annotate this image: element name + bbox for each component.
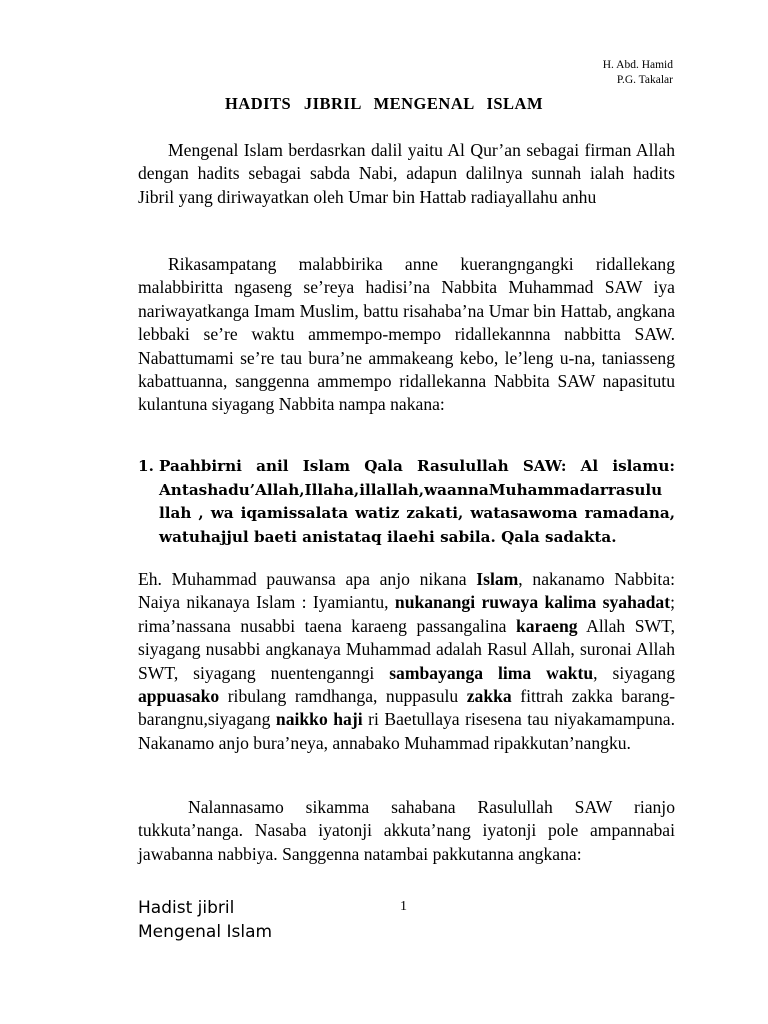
text-segment: Eh. Muhammad pauwansa apa anjo nikana (138, 569, 477, 589)
list-item (138, 455, 675, 549)
list-item-number: 1. (138, 457, 154, 475)
footer-label-line2: Mengenal Islam (138, 922, 273, 942)
bold-term: appuasako (138, 686, 220, 707)
numbered-list (138, 455, 675, 549)
document-title: HADITS JIBRIL MENGENAL ISLAM (224, 94, 544, 113)
text-segment: Allah SWT, siyagang nusabbi angkanaya Muhammad adalah Rasul Allah, suronai Allah SWT, siyagang nuentenganngi (138, 615, 675, 683)
paragraph-intro-text: Mengenal Islam berdasrkan dalil yaitu Al Qur’an sebagai firman Allah dengan hadits sebagai sabda Nabi, adapun dalilnya sunnah ialah hadits Jibril yang diriwayatkan oleh Umar bin Hattab radiayallahu anhu (138, 140, 675, 207)
author-name: H. Abd. Hamid (602, 59, 673, 71)
paragraph-intro (138, 139, 675, 209)
text-segment: fittrah zakka barang-barangnu,siyagang (138, 686, 675, 730)
paragraph-followup (138, 796, 675, 866)
list-item-text: Paahbirni anil Islam Qala Rasulullah SAW: Al islamu: Antashadu’Allah,Illaha,illallah,waannaMuhammadarrasulu llah , wa iqamissalata watiz zakati, watasawoma ramadana, watuhajjul baeti anistataq ilaehi sabila. Qala sadakta. (159, 457, 675, 546)
footer-label-line1: Hadist jibril (138, 898, 235, 918)
paragraph-narrative-text: Rikasampatang malabbirika anne kuerangngangki ridallekang malabbiritta ngaseng se’reya hadisi’na Nabbita Muhammad SAW iya nariwayatkanga Imam Muslim, battu risahaba’na Umar bin Hattab, angkana lebbaki se’re waktu ammempo-mempo ridallekannna nabbitta SAW. Nabattumami se’re tau bura’ne ammakeang kebo, le’leng u-na, taniasseng kabattuanna, sanggenna ammempo ridallekanna Nabbita SAW napasitutu kulantuna siyagang Nabbita nampa nakana: (138, 254, 675, 415)
bold-term: nukanangi ruwaya kalima syahadat (394, 592, 671, 613)
author-block (603, 58, 673, 88)
bold-term: sambayanga lima waktu (389, 662, 594, 683)
paragraph-explanation (138, 568, 675, 755)
bold-term: naikko haji (275, 709, 363, 730)
bold-term: Islam (476, 569, 519, 589)
text-segment: , nakanamo Nabbita: Naiya nikanaya Islam : Iyamiantu, (138, 569, 676, 613)
bold-term: karaeng (515, 615, 578, 636)
text-segment: ribulang ramdhanga, nuppasulu (219, 686, 467, 707)
text-segment: , siyagang (593, 662, 676, 683)
text-segment: ; rima’nassana nusabbi taena karaeng passangalina (138, 592, 675, 636)
page-number: 1 (400, 899, 407, 914)
author-place: P.G. Takalar (616, 74, 673, 86)
paragraph-followup-text: Nalannasamo sikamma sahabana Rasulullah SAW rianjo tukkuta’nanga. Nasaba iyatonji akkuta’nang iyatonji pole ampannabai jawabanna nabbiya. Sanggenna natambai pakkutanna angkana: (138, 797, 675, 864)
bold-term: zakka (466, 686, 512, 707)
text-segment: ri Baetullaya risesena tau niyakamampuna. Nakanamo anjo bura’neya, annabako Muhammad ripakkutan’nangku. (138, 709, 675, 753)
paragraph-narrative (138, 253, 675, 417)
footer-label (138, 896, 272, 944)
